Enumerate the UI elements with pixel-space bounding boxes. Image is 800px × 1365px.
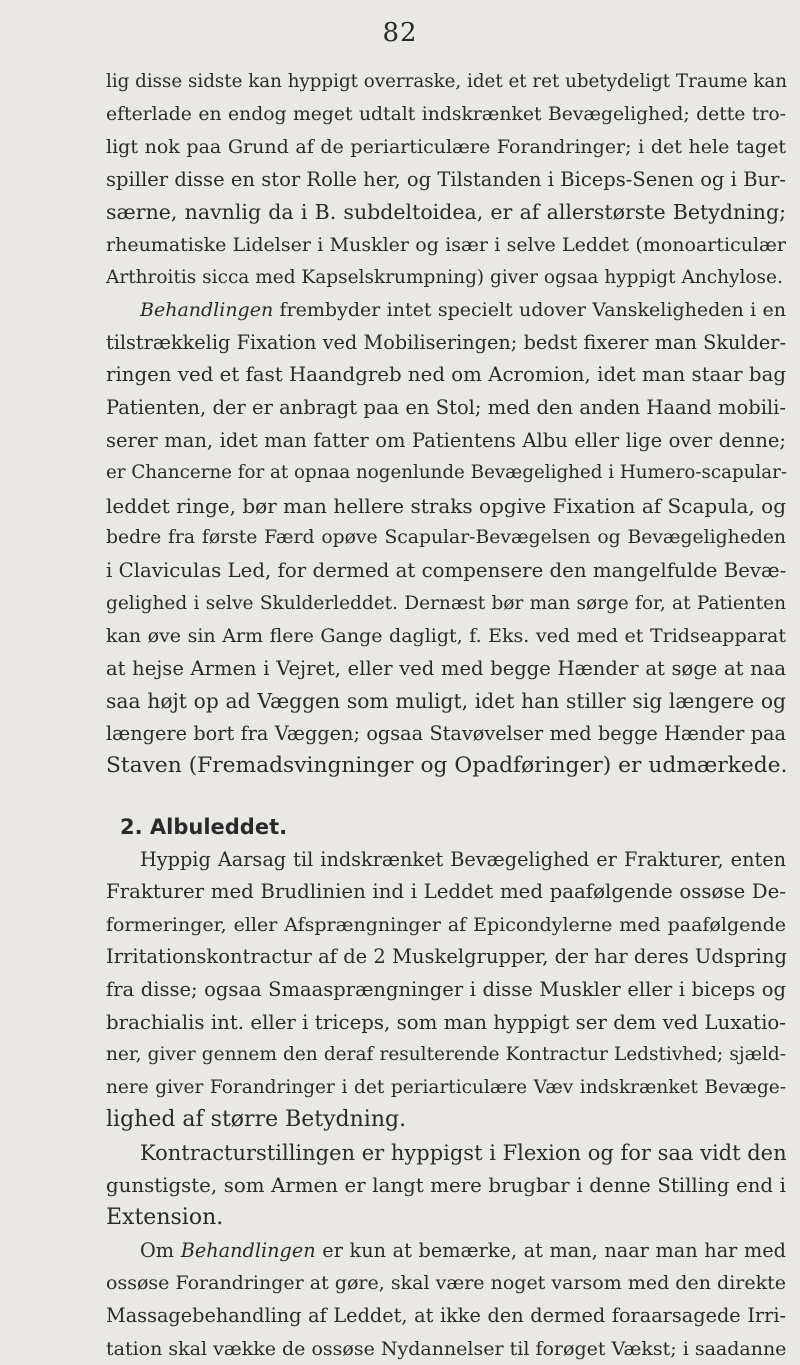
text-line: kan øve sin Arm flere Gange dagligt, f. Eks. ved med et Tridseapparat [106,625,786,648]
text-line: er Chancerne for at opnaa nogenlunde Bevægelighed i Humero-scapular- [106,462,788,484]
paragraph-start: Kontracturstillingen er hyppigst i Flexion og for saa vidt den [140,1141,787,1165]
text-line: tation skal vække de ossøse Nydannelser til forøget Vækst; i saadanne [106,1337,787,1360]
text-line: Arthroitis sicca med Kapselskrumpning) giver ogsaa hyppigt Anchylose. [106,266,783,288]
text-line: rheumatiske Lidelser i Muskler og især i selve Leddet (monoarticulær [106,233,786,256]
paragraph-start [106,1235,786,1268]
text-line: lighed af større Betydning. [106,1107,407,1133]
text-line: at hejse Armen i Vejret, eller ved med begge Hænder at søge at naa [106,656,786,680]
text-line: gunstigste, som Armen er langt mere brugbar i denne Stilling end i [106,1173,786,1197]
text-line: spiller disse en stor Rolle her, og Tilstanden i Biceps-Senen og i Bur- [106,167,786,191]
text-fragment: frembyder intet specielt udover Vanskeligheden i en [273,299,786,322]
text-line: serer man, idet man fatter om Patientens Albu eller lige over denne; [106,428,786,452]
text-line: gelighed i selve Skulderleddet. Dernæst bør man sørge for, at Patienten [106,592,786,614]
text-line: Staven (Fremadsvingninger og Opadføringer) er udmærkede. [106,753,788,779]
text-line: i Claviculas Led, for dermed at compensere den mangelfulde Bevæ- [106,558,787,582]
text-line: leddet ringe, bør man hellere straks opgive Fixation af Scapula, og [106,493,786,518]
text-line: særne, navnlig da i B. subdeltoidea, er af allerstørste Betydning; [106,200,786,225]
section-heading: 2. Albuleddet. [120,815,288,840]
text-line: nere giver Forandringer i det periarticulære Væv indskrænket Bevæge- [106,1076,786,1098]
text-line: ringen ved et fast Haandgreb ned om Acromion, idet man staar bag [106,363,786,387]
text-fragment: Om [140,1238,181,1262]
text-line: Massagebehandling af Leddet, at ikke den dermed foraarsagede Irri- [106,1303,786,1327]
text-line: lig disse sidste kan hyppigt overraske, idet et ret ubetydeligt Traume kan [106,71,788,92]
text-line: bedre fra første Færd opøve Scapular-Bevægelsen og Bevægeligheden [106,527,786,549]
text-line: længere bort fra Væggen; ogsaa Stavøvelser med begge Hænder paa [106,721,786,745]
text-line: formeringer, eller Afsprængninger af Epicondylerne med paafølgende [106,913,786,936]
text-line: saa højt op ad Væggen som muligt, idet han stiller sig længere og [106,689,786,714]
text-line: Irritationskontractur af de 2 Muskelgrupper, der har deres Udspring [106,945,787,969]
paragraph-start [106,294,786,327]
text-line: ligt nok paa Grund af de periarticulære Forandringer; i det hele taget [106,136,786,159]
paragraph-start: Hyppig Aarsag til indskrænket Bevægelighed er Frakturer, enten [140,847,786,871]
emphasis-term: Behandlingen [180,1238,316,1262]
text-line: Patienten, der er anbragt paa en Stol; med den anden Haand mobili- [106,395,786,419]
text-line: brachialis int. eller i triceps, som man hyppigt ser dem ved Luxatio- [106,1010,786,1034]
text-line: tilstrækkelig Fixation ved Mobiliseringen; bedst fixerer man Skulder- [106,330,786,354]
text-line: Extension. [106,1205,224,1231]
text-fragment: er kun at bemærke, at man, naar man har med [315,1238,786,1262]
body-text [106,66,786,1365]
text-line: fra disse; ogsaa Smaasprængninger i disse Muskler eller i biceps og [106,978,786,1002]
text-line: ossøse Forandringer at gøre, skal være noget varsom med den direkte [106,1272,786,1295]
page-number: 82 [382,18,418,48]
emphasis-term: Behandlingen [140,299,274,322]
text-line: Frakturer med Brudlinien ind i Leddet med paafølgende ossøse De- [106,880,786,904]
text-line: efterlade en endog meget udtalt indskrænket Bevægelighed; dette tro- [106,103,786,125]
text-line: ner, giver gennem den deraf resulterende Kontractur Ledstivhed; sjæld- [106,1044,786,1066]
